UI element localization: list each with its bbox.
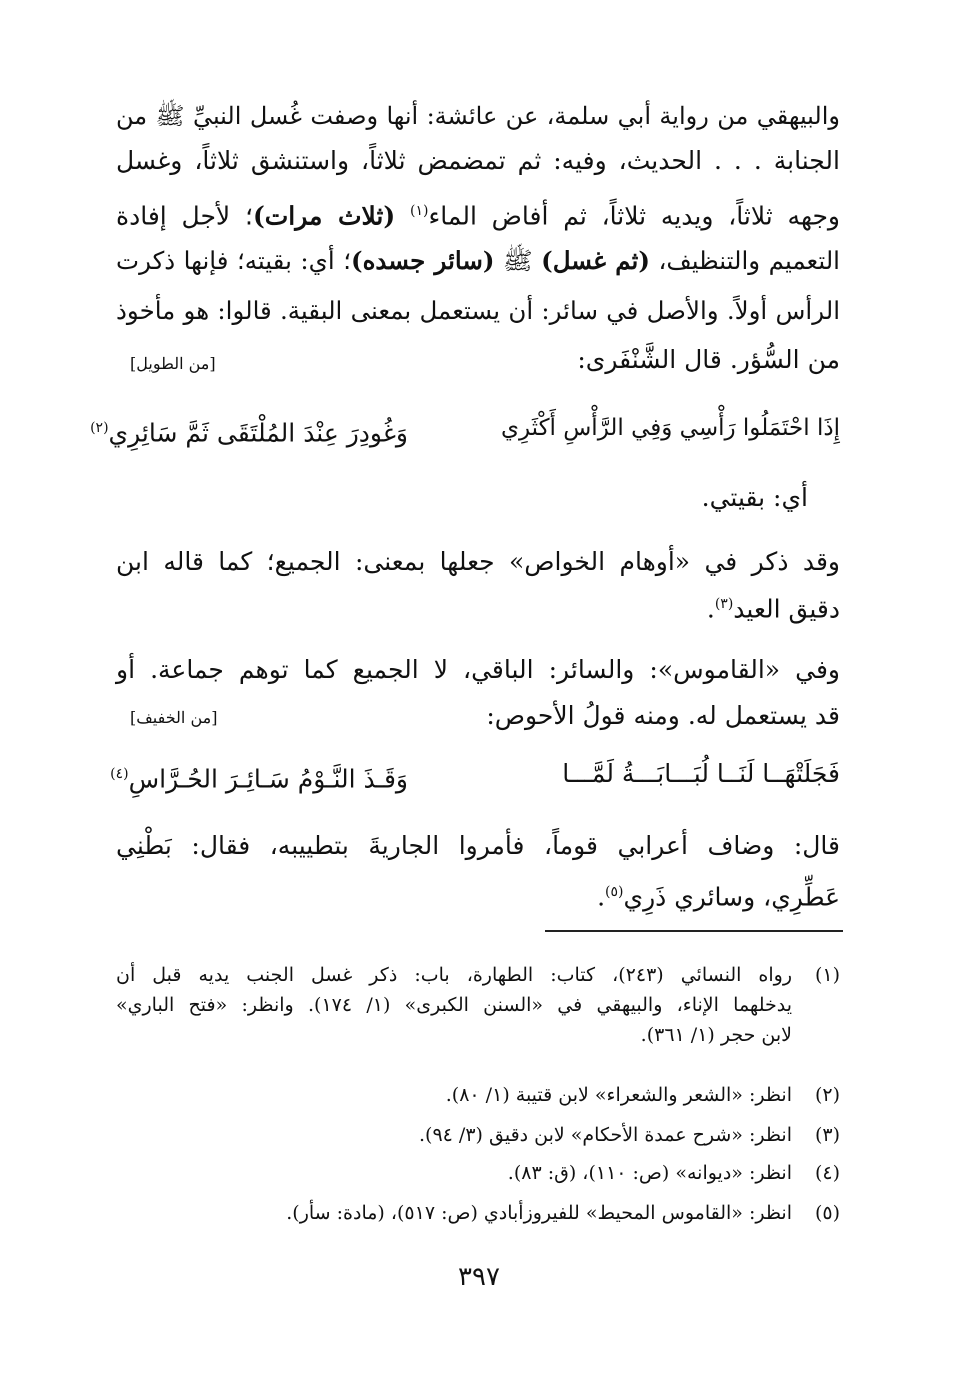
verse-text: وَقَـذَ النَّـوْمُ سَـائِـرَ الحُـرَّاسِ [128, 764, 408, 794]
footnote-ref: (٥) [605, 884, 624, 900]
footnote-separator [545, 930, 843, 932]
body-text: ﷺ [494, 246, 542, 275]
footnote [116, 1080, 840, 1110]
quoted-matn: (ثم غسل) [541, 246, 650, 275]
verse-second-hemistich [90, 406, 408, 455]
footnote [116, 1158, 840, 1188]
body-text: ؛ لأجل إفادة [116, 201, 253, 231]
footnote-text: لابن حجر (١/ ٣٦١). [640, 1024, 792, 1046]
footnote-number: (٣) [814, 1124, 840, 1146]
footnote-number: (١) [814, 964, 840, 986]
body-text: التعميم والتنظيف، [649, 246, 840, 275]
body-text: ؛ أي: بقيته؛ فإنها ذكرت [116, 246, 351, 275]
footnote-text: يدخلهما الإناء، والبيهقي في «السنن الكبرى» (١/ ١٧٤). وانظر: «فتح الباري» [116, 994, 792, 1016]
footnote-text: انظر: «شرح عمدة الأحكام» لابن دقيق (٣/ ٩٤). [418, 1124, 792, 1146]
footnote-ref: (٢) [90, 420, 109, 436]
body-line: من السُّؤر. قال الشَّنْفَرى: [577, 345, 840, 374]
body-line: وقد ذكر في «أوهام الخواص» جعلها بمعنى: الجميع؛ كما قاله ابن [116, 547, 840, 576]
body-line [116, 584, 840, 629]
quoted-matn: (سائر جسده) [350, 246, 495, 275]
footnote-ref: (٤) [110, 766, 129, 782]
footnote-ref: (٣) [714, 596, 734, 612]
verse-first-hemistich: فَجَلَتْهَــا لَنَــا لُبَـــابَـــةُ لَمَّـــا [562, 759, 840, 788]
page-number: ٣٩٧ [458, 1262, 500, 1292]
footnote-number: (٢) [814, 1084, 840, 1106]
verse-first-hemistich: إِذَا احْتَمَلُوا رَأْسِي وَفِي الرَّأْسِ أَكْثَرِي [500, 415, 840, 441]
body-line: قد يستعمل له. ومنه قولُ الأحوص: [486, 701, 840, 730]
meter-label: [من الخفيف] [130, 708, 218, 727]
body-text: عَطِّرِي، وسائري ذَرِي [623, 882, 840, 912]
verse-second-hemistich [110, 752, 408, 801]
verse-text: وَغُودِرَ عِنْدَ المُلْتَقَى ثَمَّ سَائِرِي [108, 418, 408, 448]
meter-label: [من الطويل] [130, 354, 216, 373]
footnote [116, 960, 840, 1052]
body-text: . [597, 882, 606, 912]
body-line [116, 872, 840, 917]
quoted-matn: (ثلاث مرات) [252, 201, 396, 231]
footnote-number: (٥) [814, 1202, 840, 1224]
body-line: والبيهقي من رواية أبي سلمة، عن عائشة: أنها وصفت غُسل النبيِّ ﷺ من [116, 102, 840, 130]
body-text: وجهه ثلاثاً، ويديه ثلاثاً، ثم أفاض الماء [428, 201, 841, 231]
footnote-text: انظر: «القاموس المحيط» للفيروزأبادي (ص: ٥١٧)، (مادة: سأر). [286, 1202, 792, 1224]
footnote-text: رواه النسائي (٢٤٣)، كتاب: الطهارة، باب: ذكر غسل الجنب يديه قبل أن [116, 964, 792, 986]
body-line: وفي «القاموس»: والسائر: الباقي، لا الجميع كما توهم جماعة. أو [116, 655, 840, 684]
body-line: الجنابة . . . الحديث، وفيه: ثم تمضمض ثلاثاً، واستنشق ثلاثاً، وغسل [116, 146, 840, 175]
body-text: . [706, 594, 715, 624]
footnote [116, 1198, 840, 1228]
footnote [116, 1120, 840, 1150]
body-line: أي: بقيتي. [701, 483, 808, 512]
body-line: قال: وضاف أعرابي قوماً، فأمروا الجاريةَ بتطييبه، فقال: بَطْنِي [116, 831, 840, 860]
body-line [116, 191, 840, 236]
footnote-text: انظر: «ديوانه» (ص: ١١٠)، (ق: ٨٣). [507, 1162, 792, 1184]
footnote-number: (٤) [814, 1162, 840, 1184]
footnote-ref: (١) [410, 203, 429, 219]
body-line [116, 241, 840, 281]
body-text: دقيق العيد [733, 594, 840, 624]
footnote-text: انظر: «الشعر والشعراء» لابن قتيبة (١/ ٨٠). [445, 1084, 792, 1106]
body-line: الرأس أولاً. والأصل في سائر: أن يستعمل بمعنى البقية. قالوا: هو مأخوذ [116, 296, 840, 325]
